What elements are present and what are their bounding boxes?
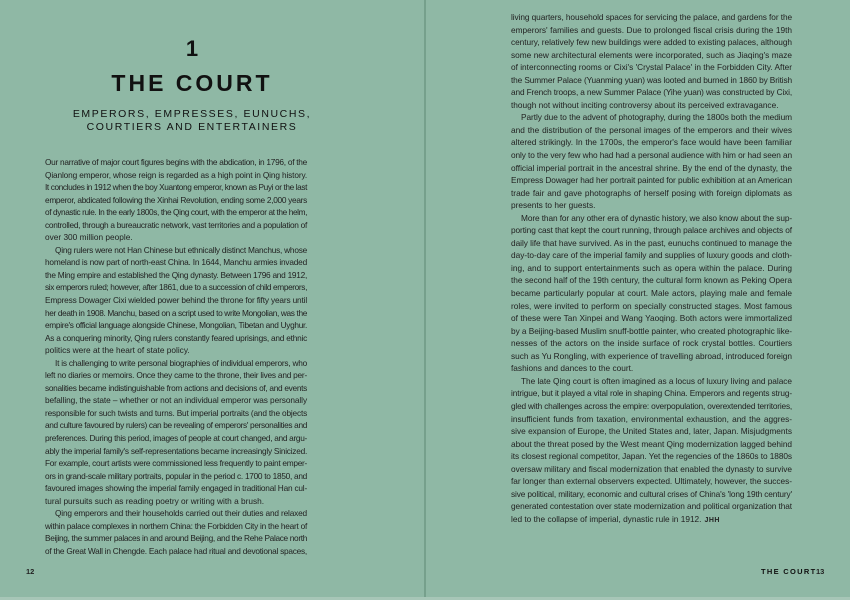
text-line-content: the second half of the 19th century, the cultural form known as Peking Opera: [511, 275, 793, 286]
text-line: [45, 445, 307, 458]
text-line: [511, 11, 792, 24]
text-line-content: though not without inciting controversy about its perceived extravagance.: [511, 99, 779, 110]
text-line-content: More than for any other era of dynastic history, we also know about the sup-: [521, 212, 793, 223]
text-line: [511, 362, 792, 375]
chapter-number: 1: [185, 36, 199, 61]
text-line: [45, 369, 307, 382]
text-line-content: homeland is now part of north-east China. In 1644, Manchu armies invaded: [45, 257, 307, 268]
author-initials: JHH: [704, 516, 720, 524]
text-line-content: ors in grand-scale military portraits, popular in the period c. 1700 to 1850, and: [45, 470, 308, 481]
text-line-content: insufficient funds from taxation, environmental exhaustion, and the aggres-: [511, 413, 792, 424]
text-line: [511, 413, 792, 426]
text-line: [45, 294, 307, 307]
text-line: [511, 36, 792, 49]
text-line-content: living quarters, household spaces for servicing the palace, and gardens for the: [511, 12, 793, 22]
text-line-content: six emperors ruled; however, after 1861, due to a succession of child emperors,: [45, 282, 307, 293]
text-line: [511, 124, 792, 137]
text-line: [45, 194, 307, 207]
text-line-content: her death in 1908. Manchu, based on a script used to write Mongolian, was the: [45, 307, 308, 318]
text-line: [45, 332, 307, 345]
page-number-right: 13: [816, 567, 825, 576]
text-line-content: official imperial portrait in the ancestral shrine. By the end of the dynasty, the: [511, 162, 792, 173]
text-line: [45, 382, 307, 395]
text-line: [45, 269, 307, 282]
text-line-content: tural pursuits such as reading poetry or writing with a brush.: [45, 495, 265, 506]
text-line: [511, 149, 792, 162]
text-line-content: ably the imperial family's self-representations became increasingly Sinicized.: [45, 445, 308, 456]
text-line: [45, 256, 307, 269]
text-line-content: trade fair and gave photographs of herself posing with foreign diplomats as: [511, 187, 792, 198]
text-line: [511, 400, 792, 413]
text-line-content: politics were at the heart of state policy.: [45, 345, 190, 356]
text-line-content: sive political, military, economic and cultural crises of China's 'long 19th century': [511, 488, 792, 499]
text-line: [45, 419, 307, 432]
text-line: [511, 300, 792, 313]
text-line: [511, 86, 792, 99]
text-line: [511, 224, 792, 237]
text-line: [45, 156, 307, 169]
text-line-content: befalling, the state – whether or not an individual emperor was personally: [45, 395, 307, 406]
text-line-content: nesses of the actors on the inside surface of rock crystal bottles. Courtiers: [511, 338, 792, 349]
text-line: [511, 99, 792, 112]
text-line-content: and the distribution of the personal images of the emperors and their wives: [511, 124, 792, 135]
text-line: [511, 387, 792, 400]
text-line-content: emperors' families and guests. Due to prolonged fiscal crisis during the 19th: [511, 24, 792, 35]
text-line: [45, 181, 307, 194]
text-line-content: far longer than external observers expected. Ultimately, however, the succes-: [511, 476, 793, 487]
text-line: [45, 357, 307, 370]
text-line-content: fashions and dances to the court.: [511, 363, 634, 374]
text-line: [45, 281, 307, 294]
text-line: [45, 407, 307, 420]
text-line-content: some new architectural elements were incorporated, such as Jiaqing's maze: [511, 49, 792, 60]
text-line: [45, 457, 307, 470]
text-line-content: Partly due to the advent of photography, during the 1800s both the medium: [521, 112, 792, 123]
text-line: [45, 231, 307, 244]
text-line-content: the Ming empire and established the Qing dynasty. Between 1796 and 1912,: [45, 269, 308, 280]
text-line-content: favoured images showing the imperial family engaged in traditional Han cul-: [45, 483, 307, 494]
chapter-subtitle-line: EMPERORS, EMPRESSES, EUNUCHS,: [72, 108, 312, 120]
text-line: [511, 312, 792, 325]
text-line: [45, 495, 307, 508]
text-line-content: of the Great Wall in Chengde. Each palace had ritual and devotional spaces,: [45, 545, 307, 556]
text-line: [511, 249, 792, 262]
text-line-content: Qing emperors and their households carried out their duties and relaxed: [55, 508, 307, 519]
text-line: [511, 174, 792, 187]
text-line-content: As a conquering minority, Qing rulers constantly feared uprisings, and ethnic: [45, 332, 307, 343]
text-line-content: of dynastic rule. In the early 1800s, the Qing court, with the emperor at the helm,: [45, 207, 308, 218]
text-line: [511, 199, 792, 212]
text-line-content: The late Qing court is often imagined as a locus of luxury living and palace: [521, 375, 792, 386]
text-line: [511, 212, 792, 225]
text-line-content: within palace complexes in northern China: the Forbidden City in the heart of: [45, 520, 308, 531]
text-line: [45, 394, 307, 407]
text-line: [511, 513, 792, 528]
text-line-content: over 300 million people.: [45, 232, 133, 243]
text-line-content: became particularly popular at court. Male actors, playing male and female: [511, 288, 792, 299]
text-line-content: intrigue, but it played a vital role in shaping China. Emperors and regents strug-: [511, 388, 793, 399]
text-line-content: preferences. During this period, images of people at court changed, and argu-: [45, 433, 308, 444]
text-line: [45, 482, 307, 495]
text-line: [511, 463, 792, 476]
text-line: [511, 187, 792, 200]
chapter-title: THE COURT: [111, 70, 273, 96]
text-line-content: controlled, through a bureaucratic network, vast territories and a population of: [45, 219, 308, 230]
text-line: [45, 206, 307, 219]
text-line-content: Empress Dowager had her portrait painted for public exhibition at an American: [511, 175, 793, 186]
text-line-content: roles, were invited to perform on specially constructed stages. Most famous: [511, 300, 792, 311]
text-line: [45, 219, 307, 232]
text-line-content: gled with challenges across the empire: overpopulation, overextended territories,: [511, 400, 793, 411]
text-line: [511, 136, 792, 149]
text-line: [45, 520, 307, 533]
text-line-content: altered strikingly. In the 1700s, the emperor's face would have been familiar: [511, 137, 792, 148]
text-line: [45, 244, 307, 257]
text-line: [45, 532, 307, 545]
text-line-content: of these were Tan Xinpei and Wang Yaoqing. Both actors were immortalized: [511, 313, 792, 324]
text-line: [45, 545, 307, 558]
page-number-left: 12: [26, 567, 35, 576]
text-line-content: the Summer Palace (Yuanming yuan) was looted and burned in 1860 by British: [511, 74, 792, 85]
text-line: [511, 274, 792, 287]
text-line: [45, 344, 307, 357]
text-line-content: such as Yu Rongling, with experience of travelling abroad, introduced foreign: [511, 350, 792, 361]
text-line: [511, 375, 792, 388]
text-line-content: and culture favoured by rulers) can be revealing of emperors' personalities and: [45, 420, 307, 431]
text-line: [45, 432, 307, 445]
text-line-content: by a Beijing-based Muslim snuff-bottle painter, who created photographic like-: [511, 325, 792, 336]
right-body-text: [511, 11, 792, 527]
left-page: [0, 0, 424, 597]
text-line-content: presents to her guests.: [511, 200, 596, 211]
text-line-content: of interconnecting rooms or Cixi's 'Crystal Palace' in the Forbidden City. After: [511, 62, 792, 73]
chapter-subtitle: [0, 108, 384, 134]
text-line-content: generated contestation over state modernization and political organization that: [511, 501, 793, 512]
text-line: [511, 111, 792, 124]
text-line: [511, 325, 792, 338]
text-line-content: sive expansion of Europe, the United States and, later, Japan. Misjudgments: [511, 426, 792, 437]
text-line-content: Beijing, the summer palaces in and around Beijing, and the Rehe Palace north: [45, 533, 307, 544]
text-line-content: sonalities became indistinguishable from actions and decisions of, and events: [45, 382, 308, 393]
text-line: [511, 488, 792, 501]
text-line-content: century, relatively few new buildings were added to existing palaces, although: [511, 37, 792, 48]
text-line-content: It is challenging to write personal biographies of individual emperors, who: [55, 357, 308, 368]
text-line: [511, 287, 792, 300]
chapter-subtitle-line: COURTIERS AND ENTERTAINERS: [86, 121, 298, 133]
text-line: [511, 74, 792, 87]
text-line-content: Qianlong emperor, whose reign is regarded as a high point in Qing history.: [45, 169, 307, 180]
text-line-content: Empress Dowager Cixi wielded power behind the throne for fifty years until: [45, 295, 308, 306]
text-line-content: For example, court artists were commissioned less frequently to paint emper-: [45, 458, 307, 469]
text-line: [511, 475, 792, 488]
text-line: [511, 262, 792, 275]
text-line-content: left no diaries or memoirs. Once they came to the throne, their lives and per-: [45, 370, 307, 381]
text-line-content: only to the very few who had had a personal audience with him or had seen an: [511, 150, 792, 161]
text-line: [45, 319, 307, 332]
text-line: [511, 237, 792, 250]
text-line: [511, 24, 792, 37]
text-line: [511, 438, 792, 451]
text-line-content: its closest regional competitor, Japan. Yet the regencies of the 1860s to 1880s: [511, 451, 792, 462]
text-line: [511, 337, 792, 350]
text-line: [511, 162, 792, 175]
text-line: [511, 61, 792, 74]
text-line-content: about the threat posed by the West meant Qing modernization lagged behind: [511, 438, 793, 449]
text-line: [45, 507, 307, 520]
text-line: [511, 500, 792, 513]
text-line-content: Qing rulers were not Han Chinese but ethnically distinct Manchus, whose: [55, 244, 308, 255]
text-line-content: It concludes in 1912 when the boy Xuantong emperor, known as Puyi or the last: [45, 182, 308, 193]
running-head: THE COURT: [761, 567, 817, 576]
text-line: [511, 425, 792, 438]
text-line: [511, 350, 792, 363]
text-line-content: led to the collapse of imperial, dynastic rule in 1912.: [511, 513, 702, 524]
text-line-content: day-to-day care of the imperial family and supplies of luxury goods and cloth-: [511, 250, 792, 261]
text-line: [45, 307, 307, 320]
text-line-content: responsible for such twists and turns. But imperial portraits (and the objects: [45, 407, 308, 418]
text-line: [511, 49, 792, 62]
text-line-content: Our narrative of major court figures begins with the abdication, in 1796, of the: [45, 157, 307, 167]
text-line: [45, 470, 307, 483]
text-line: [511, 450, 792, 463]
text-line-content: oversaw military and fiscal modernization that enabled the dynasty to survive: [511, 463, 793, 474]
left-body-text: [45, 156, 307, 558]
text-line-content: empire's official language alongside Chinese, Mongolian, Tibetan and Uyghur.: [45, 320, 307, 331]
text-line-content: and French troops, a new Summer Palace (Yihe yuan) was constructed by Cixi,: [511, 87, 793, 98]
text-line-content: emperor, abdicated following the Xinhai Revolution, ending some 2,000 years: [45, 194, 307, 205]
text-line: [45, 169, 307, 182]
text-line-content: porting cast that kept the court running, through palace archives and objects of: [511, 225, 792, 236]
text-line-content: daily life that have survived. As in the past, eunuchs continued to manage the: [511, 237, 793, 248]
text-line-content: ing, and to support entertainments such as opera within the palace. During: [511, 262, 792, 273]
